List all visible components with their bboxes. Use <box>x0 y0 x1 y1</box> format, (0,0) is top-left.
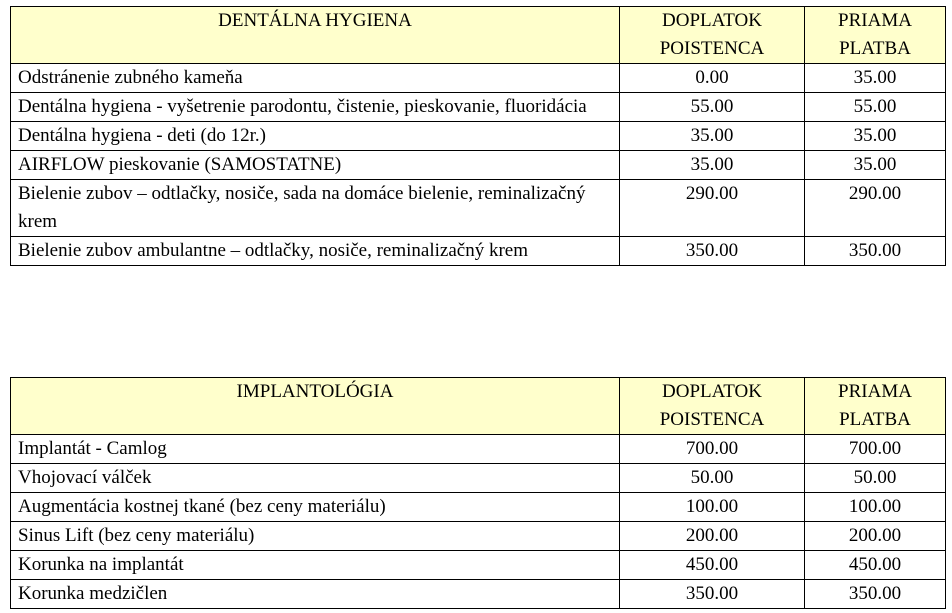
price-doplatok: 55.00 <box>620 93 805 122</box>
table-row <box>11 580 946 609</box>
table-header-row <box>11 378 946 435</box>
dental-hygiene-price-table <box>10 6 946 266</box>
column-header-line: PLATBA <box>839 38 911 59</box>
table-header-row <box>11 7 946 64</box>
service-name: Odstránenie zubného kameňa <box>11 64 620 93</box>
service-name: Vhojovací válček <box>11 464 620 493</box>
column-header-priama <box>805 378 946 435</box>
table-row <box>11 551 946 580</box>
price-priama: 100.00 <box>805 493 946 522</box>
column-header-doplatok <box>620 378 805 435</box>
table-row <box>11 93 946 122</box>
price-priama: 350.00 <box>805 580 946 609</box>
service-name: Sinus Lift (bez ceny materiálu) <box>11 522 620 551</box>
price-priama: 35.00 <box>805 64 946 93</box>
service-name: Dentálna hygiena - deti (do 12r.) <box>11 122 620 151</box>
price-priama: 700.00 <box>805 435 946 464</box>
column-header-priama <box>805 7 946 64</box>
price-priama: 290.00 <box>805 180 946 237</box>
price-doplatok: 450.00 <box>620 551 805 580</box>
service-name: Dentálna hygiena - vyšetrenie parodontu, čistenie, pieskovanie, fluoridácia <box>11 93 620 122</box>
price-doplatok: 100.00 <box>620 493 805 522</box>
service-name: Bielenie zubov ambulantne – odtlačky, nosiče, reminalizačný krem <box>11 237 620 266</box>
service-name: Bielenie zubov – odtlačky, nosiče, sada na domáce bielenie, reminalizačný krem <box>11 180 620 237</box>
service-name: AIRFLOW pieskovanie (SAMOSTATNE) <box>11 151 620 180</box>
price-priama: 350.00 <box>805 237 946 266</box>
column-header-doplatok <box>620 7 805 64</box>
table-row <box>11 151 946 180</box>
price-doplatok: 35.00 <box>620 151 805 180</box>
column-header-line: POISTENCA <box>659 409 765 430</box>
price-doplatok: 350.00 <box>620 237 805 266</box>
column-header-line: PRIAMA <box>838 381 912 402</box>
price-doplatok: 200.00 <box>620 522 805 551</box>
price-doplatok: 0.00 <box>620 64 805 93</box>
column-header-line: DOPLATOK <box>662 381 762 402</box>
price-priama: 35.00 <box>805 122 946 151</box>
table-row <box>11 493 946 522</box>
price-priama: 450.00 <box>805 551 946 580</box>
price-doplatok: 290.00 <box>620 180 805 237</box>
price-doplatok: 350.00 <box>620 580 805 609</box>
column-header-line: DOPLATOK <box>662 10 762 31</box>
price-priama: 200.00 <box>805 522 946 551</box>
table-row <box>11 522 946 551</box>
price-priama: 55.00 <box>805 93 946 122</box>
table-row <box>11 180 946 237</box>
section-title: IMPLANTOLÓGIA <box>11 378 620 435</box>
column-header-line: POISTENCA <box>659 38 765 59</box>
table-row <box>11 237 946 266</box>
table-row <box>11 64 946 93</box>
table-row <box>11 122 946 151</box>
service-name: Augmentácia kostnej tkané (bez ceny materiálu) <box>11 493 620 522</box>
service-name: Korunka na implantát <box>11 551 620 580</box>
column-header-line: PLATBA <box>839 409 911 430</box>
column-header-line: PRIAMA <box>838 10 912 31</box>
implantology-price-table <box>10 377 946 609</box>
price-priama: 50.00 <box>805 464 946 493</box>
price-priama: 35.00 <box>805 151 946 180</box>
price-doplatok: 50.00 <box>620 464 805 493</box>
table-row <box>11 464 946 493</box>
service-name: Korunka medzičlen <box>11 580 620 609</box>
price-doplatok: 35.00 <box>620 122 805 151</box>
section-title: DENTÁLNA HYGIENA <box>11 7 620 64</box>
service-name: Implantát - Camlog <box>11 435 620 464</box>
price-doplatok: 700.00 <box>620 435 805 464</box>
table-row <box>11 435 946 464</box>
